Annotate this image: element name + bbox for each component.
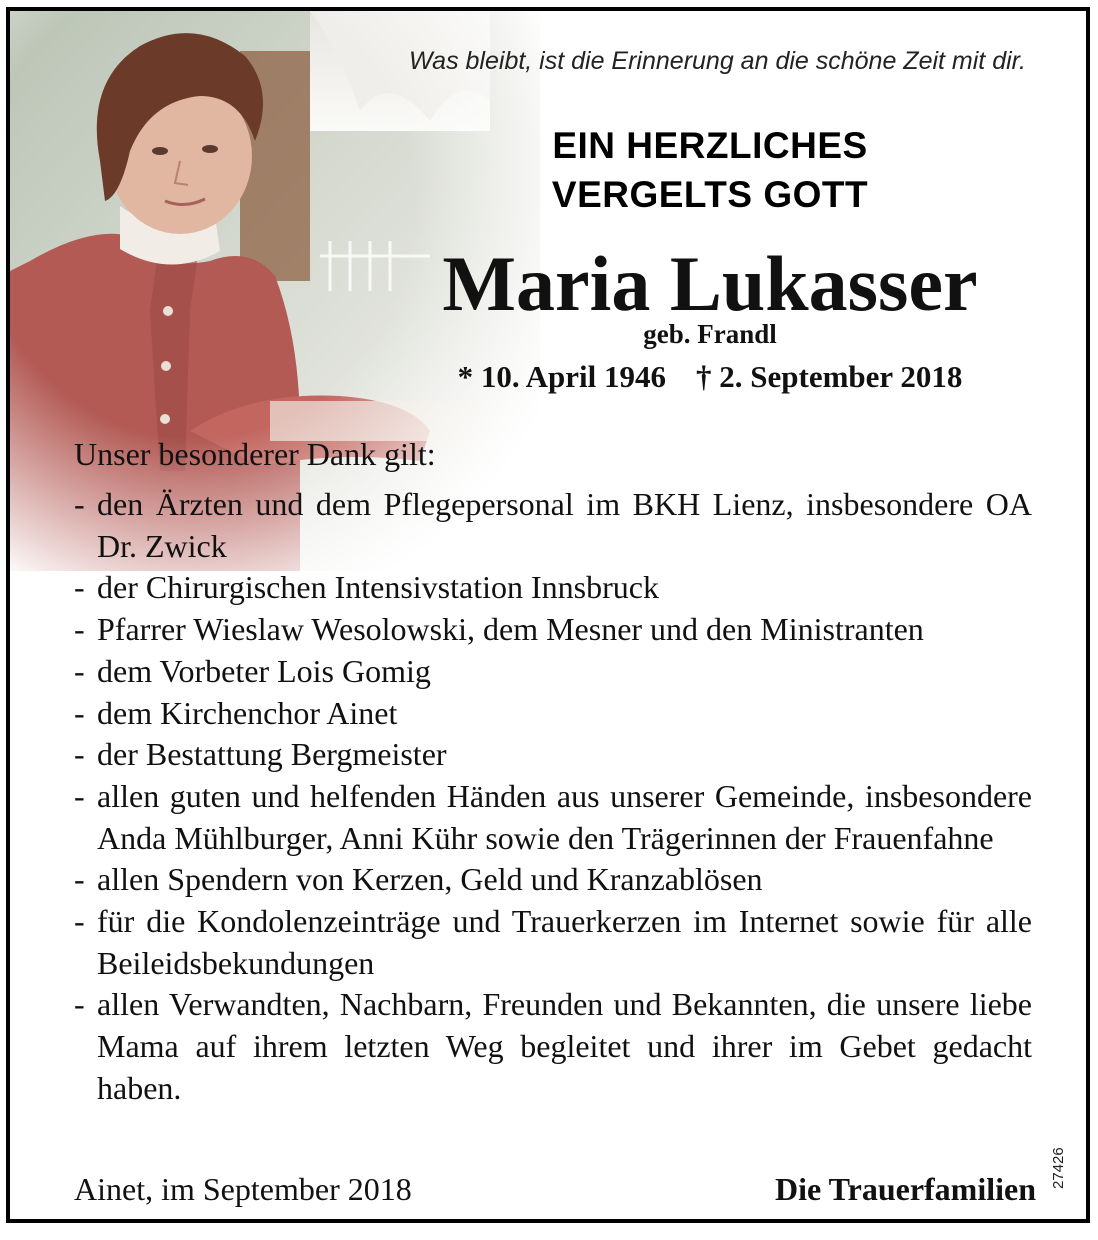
birth-date: * 10. April 1946 xyxy=(457,359,667,394)
life-dates xyxy=(430,359,990,395)
list-item: - dem Kirchenchor Ainet xyxy=(74,694,398,731)
list-item: - Pfarrer Wieslaw Wesolowski, dem Mesner und den Ministranten xyxy=(74,611,924,648)
headline-line-1: EIN HERZLICHES xyxy=(552,125,868,166)
signature: Die Trauerfamilien xyxy=(775,1171,1036,1207)
list-item: - der Chirurgischen Intensivstation Innsbruck xyxy=(74,569,659,606)
list-item: - für die Kondolenzeinträge und Trauerkerzen im Internet sowie für alle Beileidsbekundungen xyxy=(74,903,1032,981)
deceased-name: Maria Lukasser xyxy=(442,240,978,327)
death-date: † 2. September 2018 xyxy=(696,359,963,394)
list-item: - der Bestattung Bergmeister xyxy=(74,736,447,773)
thanks-intro: Unser besonderer Dank gilt: xyxy=(74,436,436,472)
place-date: Ainet, im September 2018 xyxy=(74,1171,412,1207)
list-item: - dem Vorbeter Lois Gomig xyxy=(74,652,431,689)
list-item: - allen Spendern von Kerzen, Geld und Kranzablösen xyxy=(74,861,763,898)
headline-line-2: VERGELTS GOTT xyxy=(551,174,869,215)
ad-code: 27426 xyxy=(1050,1147,1067,1189)
thanks-list xyxy=(74,484,1032,1110)
headline xyxy=(450,121,970,219)
list-item: - allen Verwandten, Nachbarn, Freunden und Bekannten, die unsere liebe Mama auf ihrem letzten Weg begleitet und ihrer im Gebet gedacht haben. xyxy=(74,986,1032,1106)
list-item: - den Ärzten und dem Pflegepersonal im BKH Lienz, insbesondere OA Dr. Zwick xyxy=(74,486,1032,564)
list-item: - allen guten und helfenden Händen aus unserer Gemeinde, insbesondere Anda Mühlburger, Anni Kühr sowie den Trägerinnen der Frauenfahne xyxy=(74,777,1032,856)
motto-quote: Was bleibt, ist die Erinnerung an die schöne Zeit mit dir. xyxy=(409,47,1026,75)
obituary-card xyxy=(6,7,1090,1223)
birth-name: geb. Frandl xyxy=(643,319,777,349)
